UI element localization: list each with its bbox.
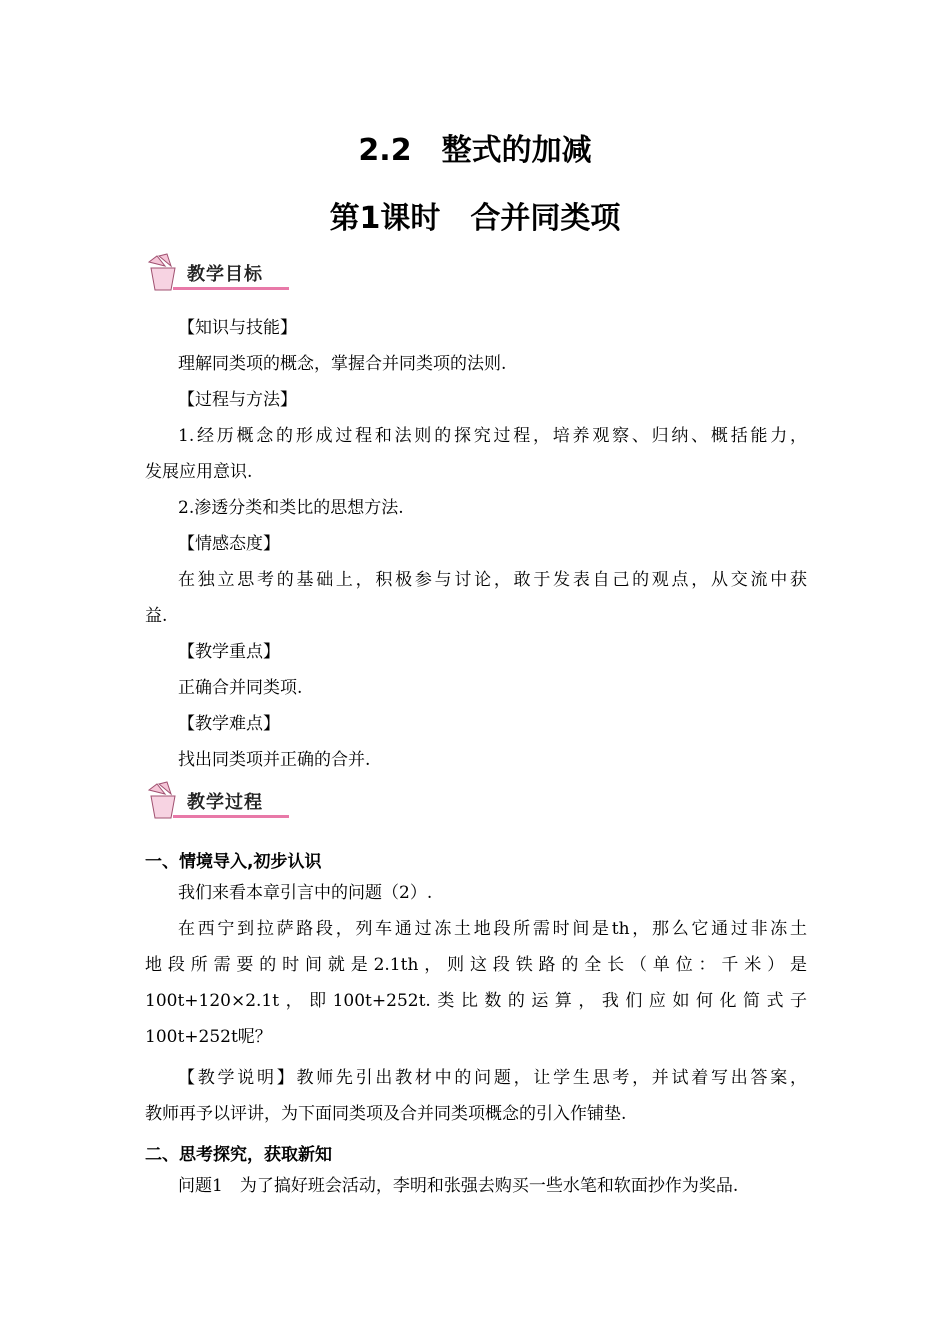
text: 正确合并同类项.: [178, 678, 303, 698]
text: 地段所需要的时间就是2.1th，则这段铁路的全长（单位：千米）是: [145, 955, 807, 975]
text: 在独立思考的基础上，积极参与讨论，敢于发表自己的观点，从交流中获: [178, 570, 807, 590]
text: 1.经历概念的形成过程和法则的探究过程，培养观察、归纳、概括能力，: [178, 426, 807, 446]
text: 100t+120×2.1t，即100t+252t.类比数的运算，我们应如何化简式子: [145, 991, 807, 1011]
teaching-note: 【教学说明】教师先引出教材中的问题，让学生思考，并试着写出答案，: [178, 1068, 807, 1088]
text: 理解同类项的概念，掌握合并同类项的法则.: [178, 354, 507, 374]
divider: [173, 815, 289, 818]
text: 益.: [145, 606, 168, 626]
text: 我们来看本章引言中的问题（2）.: [178, 883, 433, 903]
text: 发展应用意识.: [145, 462, 253, 482]
section-heading: 一、情境导入,初步认识: [145, 852, 322, 872]
heading-attitude: 【情感态度】: [178, 534, 280, 554]
teaching-note: 教师再予以评讲，为下面同类项及合并同类项概念的引入作铺垫.: [145, 1104, 627, 1124]
divider: [173, 287, 289, 290]
badge-teaching-goals: [143, 252, 289, 294]
lesson-title: 第1课时 合并同类项: [329, 201, 621, 236]
section-heading: 二、思考探究，获取新知: [145, 1145, 332, 1165]
heading-knowledge: 【知识与技能】: [178, 318, 297, 338]
section-title: 2.2 整式的加减: [358, 133, 592, 168]
text: 2.渗透分类和类比的思想方法.: [178, 498, 404, 518]
heading-process: 【过程与方法】: [178, 390, 297, 410]
text: 在西宁到拉萨路段，列车通过冻土地段所需时间是th，那么它通过非冻土: [178, 919, 807, 939]
heading-key-point: 【教学重点】: [178, 642, 280, 662]
heading-difficulty: 【教学难点】: [178, 714, 280, 734]
badge-teaching-process: [143, 780, 289, 822]
badge-label: 教学过程: [187, 792, 263, 813]
badge-label: 教学目标: [187, 264, 263, 285]
text: 问题1 为了搞好班会活动，李明和张强去购买一些水笔和软面抄作为奖品.: [178, 1176, 739, 1196]
text: 找出同类项并正确的合并.: [178, 750, 371, 770]
text: 100t+252t呢？: [145, 1027, 272, 1047]
